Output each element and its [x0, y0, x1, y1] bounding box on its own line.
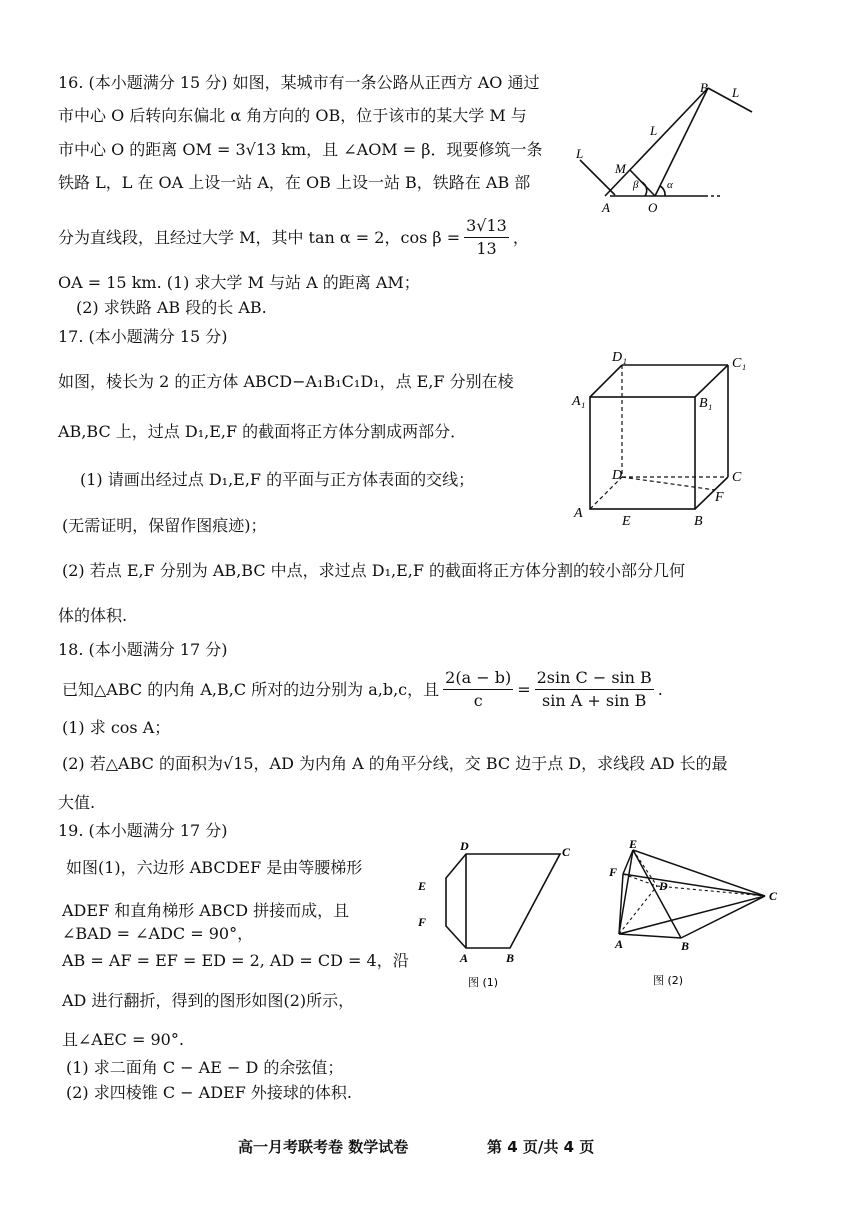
q16-label-b: B: [700, 80, 708, 95]
q19-fig2-edge-ec: [633, 850, 765, 896]
q18-fraction-left-numerator: 2(a − b): [443, 670, 513, 690]
q18-header: 18. (本小题满分 17 分): [58, 640, 228, 659]
q18-equals: =: [517, 679, 531, 699]
q18-fraction-right-numerator: 2sin C − sin B: [535, 670, 654, 690]
q16-label-m: M: [615, 161, 626, 176]
q17-label-a1: A₁: [572, 394, 586, 409]
q18-fraction-right: [535, 670, 654, 709]
q17-hidden-df: [622, 477, 715, 490]
q17-label-d: D: [612, 468, 623, 483]
q17-line-2: AB,BC 上，过点 D₁,E,F 的截面将正方体分割成两部分．: [58, 422, 467, 441]
q19-fig1-label-a: A: [460, 951, 469, 965]
q17-label-b1: B₁: [699, 396, 713, 411]
q19-fig2-edge-ac: [619, 896, 765, 934]
q17-line-3: (1) 请画出经过点 D₁,E,F 的平面与正方体表面的交线；: [80, 470, 475, 489]
q16-fraction-denominator: 13: [476, 239, 497, 258]
q17-edge-a1d1: [590, 365, 622, 397]
q16-label-beta: β: [633, 179, 639, 191]
q17-label-f: F: [715, 490, 724, 505]
q18-line-1-end: .: [657, 679, 663, 699]
q19-fig2-label-a: A: [615, 937, 624, 951]
q19-line-6: 且∠AEC = 90°.: [62, 1030, 184, 1049]
q19-fig2-label-c: C: [769, 889, 778, 903]
q19-line-5: AD 进行翻折，得到的图形如图(2)所示，: [62, 991, 355, 1010]
q19-fig2-edge-bc: [681, 896, 765, 938]
q16-label-l-left: L: [576, 146, 584, 161]
q19-line-3: ∠BAD = ∠ADC = 90°，: [62, 924, 254, 943]
q17-cube-figure: [560, 345, 760, 535]
q16-angle-alpha-arc: [660, 186, 665, 196]
q19-fig1-label-b: B: [506, 951, 515, 965]
q16-label-o: O: [648, 200, 658, 215]
q18-line-2: (1) 求 cos A；: [62, 718, 171, 737]
q17-label-d1: D₁: [612, 350, 627, 365]
q18-line-3: (2) 若△ABC 的面积为√15，AD 为内角 A 的角平分线，交 BC 边于点 D，求线段 AD 长的最: [62, 754, 728, 773]
q19-header: 19. (本小题满分 17 分): [58, 821, 228, 840]
footer-page-number: 第 4 页/共 4 页: [487, 1138, 595, 1156]
q16-line-5-text: 分为直线段，且经过大学 M，其中 tan α = 2，cos β =: [58, 227, 461, 247]
q19-fig2-label-e: E: [629, 838, 638, 851]
q19-fig1-label-d: D: [460, 839, 469, 853]
q19-fig1-label-f: F: [418, 915, 427, 929]
q16-label-alpha: α: [667, 179, 673, 191]
q19-fig1-caption: 图 (1): [468, 976, 499, 989]
q16-line-1: 16. (本小题满分 15 分) 如图，某城市有一条公路从正西方 AO 通过: [58, 73, 540, 92]
q16-road-ob: [655, 88, 708, 196]
q17-edge-b1c1: [695, 365, 728, 397]
q16-figure: [570, 70, 790, 220]
q19-fig1-label-e: E: [418, 879, 427, 893]
q19-fig2-label-d: D: [659, 879, 668, 893]
q17-label-c1: C₁: [732, 356, 747, 371]
q19-line-4: AB = AF = EF = ED = 2, AD = CD = 4，沿: [62, 951, 409, 970]
q19-fig1-label-c: C: [562, 845, 571, 859]
q17-label-c: C: [732, 470, 742, 485]
q17-label-a: A: [574, 506, 583, 521]
q19-fig2-label-b: B: [681, 939, 690, 953]
q19-fig2-edge-fc: [623, 874, 765, 896]
q16-rail-ab: [605, 88, 708, 196]
q16-line-5-end: ，: [512, 227, 529, 247]
q16-line-5: [58, 218, 529, 257]
q16-label-l-top: L: [732, 85, 740, 100]
q17-label-e: E: [622, 514, 631, 529]
q16-label-a: A: [602, 200, 610, 215]
q17-header: 17. (本小题满分 15 分): [58, 327, 228, 346]
q18-line-1: [62, 670, 663, 709]
q19-line-2: ADEF 和直角梯形 ABCD 拼接而成，且: [62, 901, 350, 920]
q19-figure-2: [605, 838, 795, 993]
q18-line-4: 大值.: [58, 793, 96, 812]
q16-line-4: 铁路 L，L 在 OA 上设一站 A，在 OB 上设一站 B，铁路在 AB 部: [58, 173, 531, 192]
q16-label-l-mid: L: [650, 123, 658, 138]
q19-line-8: (2) 求四棱锥 C − ADEF 外接球的体积.: [66, 1083, 352, 1102]
q16-line-7: (2) 求铁路 AB 段的长 AB.: [76, 298, 267, 317]
q16-line-3: 市中心 O 的距离 OM = 3√13 km，且 ∠AOM = β．现要修筑一条: [58, 140, 543, 159]
q19-fig2-hidden-ed: [633, 850, 657, 886]
q17-line-1: 如图，棱长为 2 的正方体 ABCD−A₁B₁C₁D₁，点 E,F 分别在棱: [58, 372, 514, 391]
q17-line-5: (2) 若点 E,F 分别为 AB,BC 中点，求过点 D₁,E,F 的截面将正方体分割的较小部分几何: [62, 561, 686, 580]
q19-fig1-hexagon: [446, 854, 560, 948]
q17-label-b: B: [694, 514, 703, 529]
q19-figure-1: [410, 838, 590, 993]
q18-fraction-left: [443, 670, 513, 709]
q18-fraction-right-denominator: sin A + sin B: [542, 691, 647, 710]
q16-line-2: 市中心 O 后转向东偏北 α 角方向的 OB，位于该市的某大学 M 与: [58, 106, 527, 125]
q19-line-1: 如图(1)，六边形 ABCDEF 是由等腰梯形: [66, 858, 363, 877]
q19-fig2-label-f: F: [609, 865, 618, 879]
q16-fraction-numerator: 3√13: [464, 218, 509, 238]
q16-line-6: OA = 15 km. (1) 求大学 M 与站 A 的距离 AM；: [58, 273, 420, 292]
q17-front-face: [590, 397, 695, 509]
q16-cos-beta-fraction: [464, 218, 509, 257]
q18-fraction-left-denominator: c: [473, 691, 483, 710]
q19-line-7: (1) 求二面角 C − AE − D 的余弦值；: [66, 1058, 344, 1077]
q17-line-6: 体的体积.: [58, 606, 128, 625]
q19-fig2-edge-ab: [619, 934, 681, 938]
q19-fig2-caption: 图 (2): [653, 974, 684, 987]
footer-exam-title: 高一月考联考卷 数学试卷: [238, 1138, 409, 1156]
q16-rail-left: [580, 160, 615, 195]
q18-line-1-text: 已知△ABC 的内角 A,B,C 所对的边分别为 a,b,c，且: [62, 679, 440, 699]
q17-line-4: (无需证明，保留作图痕迹)；: [62, 516, 267, 535]
q16-rail-right: [708, 88, 752, 112]
q19-fig2-hidden-ad: [619, 886, 657, 934]
